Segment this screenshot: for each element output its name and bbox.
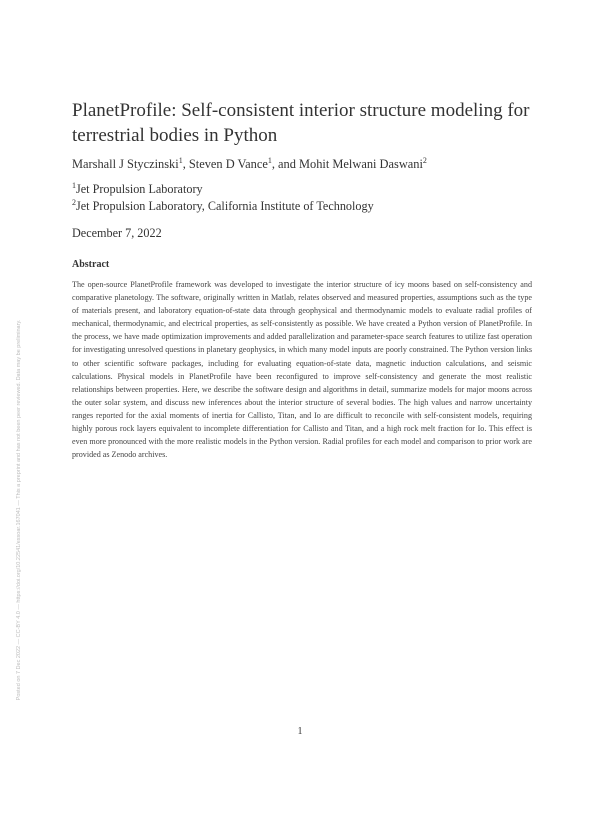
paper-title: PlanetProfile: Self-consistent interior structure modeling for terrestrial bodies in Python [72,100,530,146]
author-affiliation-mark: 1 [267,156,272,165]
affiliation-name: Jet Propulsion Laboratory, California Institute of Technology [76,199,374,213]
abstract-heading: Abstract [72,259,110,270]
author-name: Steven D Vance [188,157,268,171]
author-name: Mohit Melwani Daswani [299,157,423,171]
preprint-sidebar-stamp: Posted on 7 Dec 2022 — CC-BY 4.0 — https://doi.org/10.22541/essoar.167041 — This a preprint and has not been peer reviewed. Data may be preliminary. [16,319,22,701]
affiliation-2 [72,198,542,214]
affiliation-1 [72,181,542,197]
author-separator: , [182,157,189,171]
author-affiliation-mark: 1 [178,156,183,165]
affiliation-mark: 2 [72,198,76,207]
page-number: 1 [297,726,303,737]
affiliation-mark: 1 [72,181,76,190]
publication-date: December 7, 2022 [72,226,162,240]
abstract-body: The open-source PlanetProfile framework was developed to investigate the interior structure of icy moons based on self-consistency and comparative planetology. The software, originally written in Matlab, relates observed and measured properties, assumptions such as the type of materials present, and laboratory equation-of-state data through geophysical and thermodynamic models to evaluate radial profiles of mechanical, thermodynamic, and electrical properties, as self-consistently as possible. We have created a Python version of PlanetProfile. In the process, we have made optimization improvements and added parallelization and parameter-space search features to utilize fast operation for investigating unresolved questions in planetary geophysics, in which many model inputs are poorly constrained. The Python version links to other scientific software packages, including for evaluating equation-of-state data, magnetic induction calculations, and seismic calculations. Physical models in PlanetProfile have been reconfigured to improve self-consistency and generate the most realistic relationships between properties. Here, we describe the software design and algorithms in detail, summarize models for major moons across the outer solar system, and discuss new inferences about the interior structure of several bodies. The high values and narrow uncertainty ranges reported for the axial moments of inertia for Callisto, Titan, and Io are difficult to reconcile with self-consistent models, requiring highly porous rock layers equivalent to incomplete differentiation for Callisto and Titan, and a high rock melt fraction for Io. This effect is even more pronounced with the more realistic models in the Python version. Radial profiles for each model and comparison to prior work are provided as Zenodo archives. [72,280,532,460]
author-affiliation-mark: 2 [422,156,427,165]
affiliation-name: Jet Propulsion Laboratory [76,182,203,196]
author-name: Marshall J Styczinski [72,157,179,171]
author-list [72,156,542,172]
author-separator: , and [271,157,300,171]
